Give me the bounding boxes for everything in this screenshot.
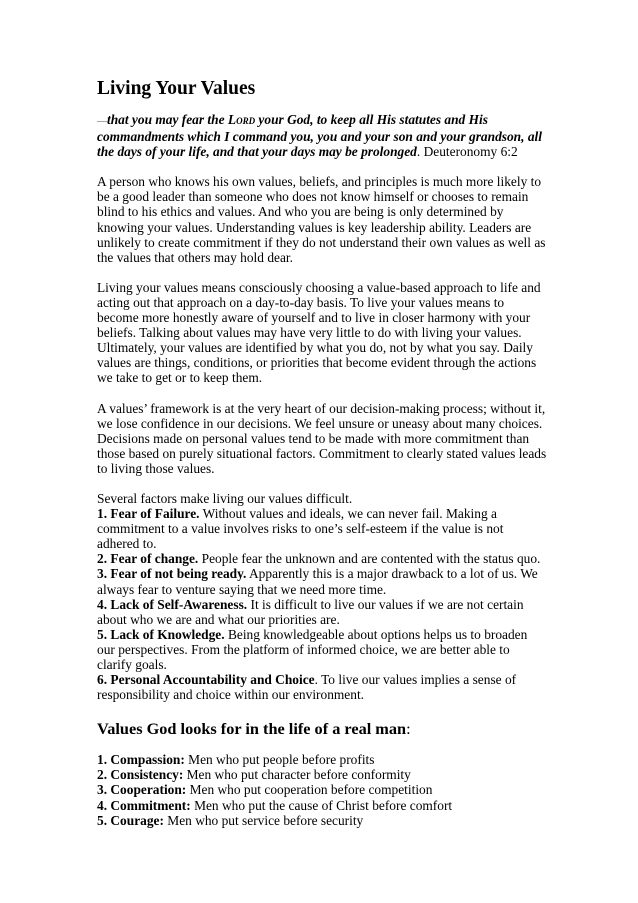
- list-item: 6. Personal Accountability and Choice. To live our values implies a sense of responsibility and choice within our environment.: [97, 672, 517, 703]
- scripture-verse: —that you may fear the Lord your God, to keep all His statutes and His commandments which I command you, you and your son and your grandson, all the days of your life, and that your days may be prolonged. Deuteronomy 6:2: [97, 112, 542, 160]
- factors-intro: Several factors make living our values difficult.: [97, 490, 353, 506]
- list-item: 1. Compassion: Men who put people before profits: [97, 752, 375, 768]
- verse-lord: Lord: [227, 112, 256, 127]
- paragraph-living-values: Living your values means consciously choosing a value-based approach to life and acting out that approach on a day-to-day basis. To live your values means to become more honestly aware of yourself and to live in closer harmony with your beliefs. Talking about values may have very little to do with living your values. Ultimately, your values are identified by what you do, not by what you say. Daily values are things, conditions, or priorities that become evident through the actions we take to get or to keep them.: [97, 279, 541, 386]
- list-item: 3. Cooperation: Men who put cooperation before competition: [97, 782, 433, 798]
- document-page: [97, 78, 547, 828]
- verse-quote: that you may fear the Lord your God, to keep all His statutes and His commandments which I command you, you and your son and your grandson, all the days of your life, and that your days may be prolonged: [97, 112, 542, 160]
- list-item: 3. Fear of not being ready. Apparently this is a major drawback to a lot of us. We always fear to venture saying that we need more time.: [97, 566, 538, 597]
- paragraph-framework: A values’ framework is at the very heart of our decision-making process; without it, we lose confidence in our decisions. We feel unsure or uneasy about many choices. Decisions made on personal values tend to be made with more commitment than those based on purely situational factors. Commitment to clearly stated values leads to living those values.: [97, 400, 547, 476]
- list-item: 5. Courage: Men who put service before security: [97, 812, 364, 828]
- values-list: [97, 752, 547, 827]
- verse-reference: Deuteronomy 6:2: [420, 144, 518, 160]
- verse-dash: —: [97, 116, 107, 127]
- list-item: 4. Lack of Self-Awareness. It is difficult to live our values if we are not certain about who we are and what our priorities are.: [97, 596, 524, 627]
- list-item: 2. Consistency: Men who put character before conformity: [97, 767, 411, 783]
- paragraph-leadership: A person who knows his own values, beliefs, and principles is much more likely to be a good leader than someone who does not know himself or chooses to remain blind to his ethics and values. And who you are being is only determined by knowing your values. Understanding values is key leadership ability. Leaders are unlikely to create commitment if they do not understand their own values as well as the values that others may hold dear.: [97, 174, 546, 265]
- list-item: 5. Lack of Knowledge. Being knowledgeable about options helps us to broaden our perspectives. From the platform of informed choice, we are better able to clarify goals.: [97, 626, 528, 672]
- values-heading: Values God looks for in the life of a real man:: [97, 719, 411, 739]
- document-title: Living Your Values: [97, 78, 256, 99]
- list-item: 2. Fear of change. People fear the unknown and are contented with the status quo.: [97, 551, 541, 567]
- list-item: 1. Fear of Failure. Without values and ideals, we can never fail. Making a commitment to a value involves risks to one’s self-esteem if the value is not adhered to.: [97, 506, 504, 552]
- factors-list: [97, 491, 547, 702]
- list-item: 4. Commitment: Men who put the cause of Christ before comfort: [97, 797, 453, 813]
